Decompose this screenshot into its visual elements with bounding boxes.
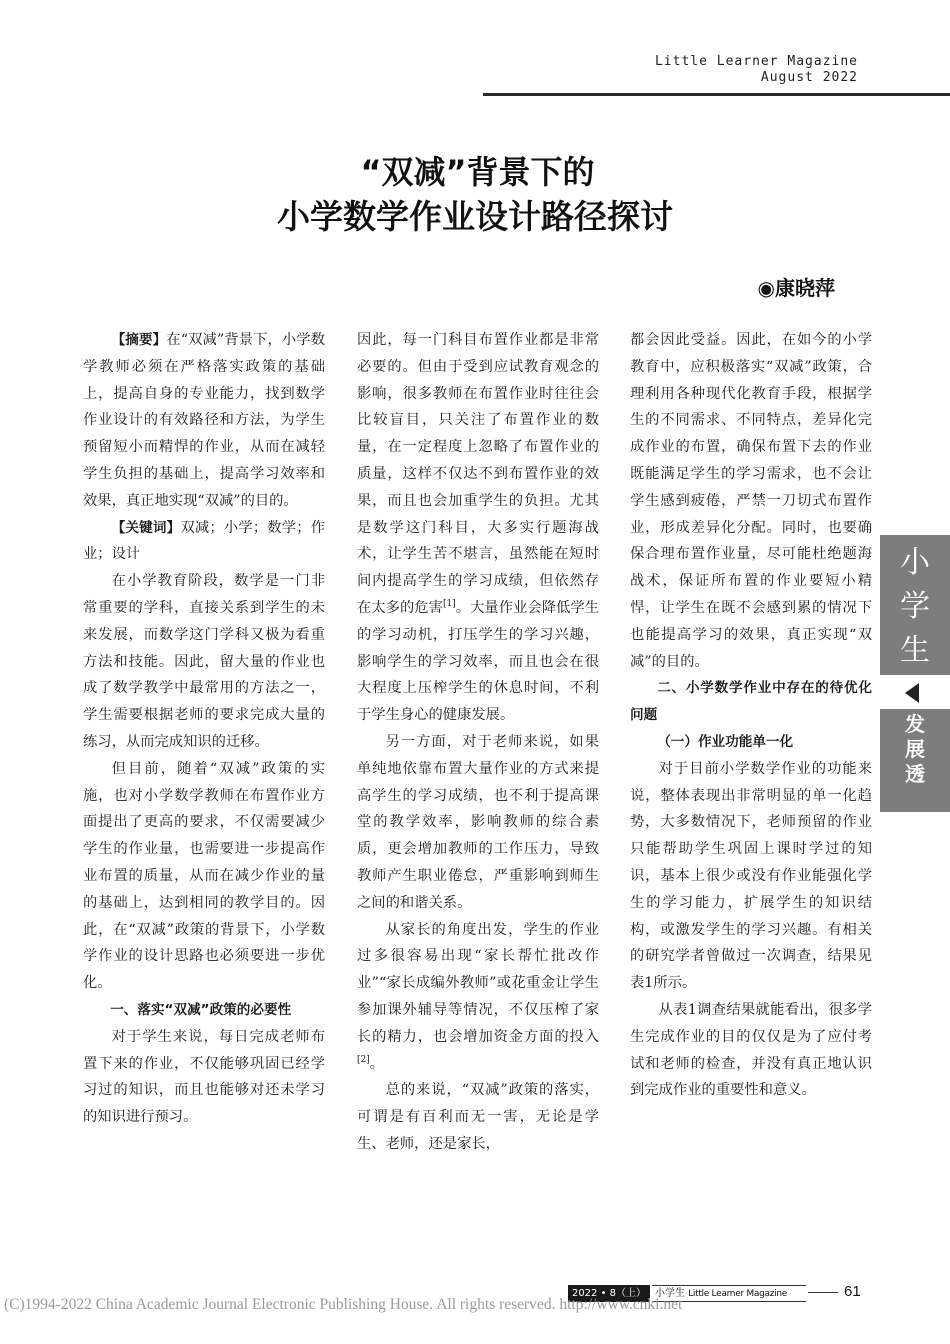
side-tab-column-name [880,535,950,675]
section-heading: 一、落实“双减”政策的必要性 [110,1001,292,1018]
paragraph: 对于学生来说，每日完成老师布置下来的作业，不仅能够巩固已经学习过的知识，而且也能够对还未学习的知识进行预习。 [83,1028,325,1126]
paragraph: 另一方面，对于老师来说，如果单纯地依靠布置大量作业的方式来提高学生的学习成绩，也不利于提高课堂的教学效率，影响教师的综合素质，更会增加教师的工作压力，导致教师产生职业倦怠，严重影响到师生之间的和谐关系。 [357,733,599,911]
keywords-label: 【关键词】 [111,519,181,536]
magazine-header [655,54,858,86]
paragraph-text: 。大量作业会降低学生的学习动机，打压学生的学习兴趣，影响学生的学习效率，而且也会在很大程度上压榨学生的休息时间，不利于学生身心的健康发展。 [357,599,599,724]
paragraph: 从表1调查结果就能看出，很多学生完成作业的目的仅仅是为了应付考试和老师的检查，并没有真正地认识到完成作业的重要性和意义。 [630,1001,872,1099]
footer-issue-date: 2022 • 8（上） [568,1285,650,1302]
abstract-label: 【摘要】 [111,332,167,348]
citation-ref: [2] [357,1054,370,1065]
paragraph-text: 因此，每一门科目布置作业都是非常必要的。但由于受到应试教育观念的影响，很多教师在布置作业时往往会比较盲目，只关注了布置作业的数量，在一定程度上忽略了布置作业的质量，这样不仅达不到布置作业的效果，而且也会加重学生的负担。尤其是数学这门科目，大多实行题海战术，让学生苦不堪言，虽然能在短时间内提高学生的学习成绩，但依然存在太多的危害 [357,332,599,616]
paragraph: 都会因此受益。因此，在如今的小学教育中，应积极落实“双减”政策，合理利用各种现代化教育手段，根据学生的不同需求、不同特点，差异化完成作业的布置，确保布置下去的作业既能满足学生的学习需求，也不会让学生感到疲倦，严禁一刀切式布置作业，形成差异化分配。同时，也要确保合理布置作业量，尽可能杜绝题海战术，保证所布置的作业要短小精悍，让学生在既不会感到累的情况下也能提高学习的效果，真正实现“双减”的目的。 [630,332,872,670]
subsection-heading: （一）作业功能单一化 [657,733,794,750]
article-title-line1: “双减”背景下的 [360,153,595,191]
paragraph [357,327,599,729]
paragraph-text: 。 [369,1055,385,1072]
abstract-text: 在“双减”背景下，小学数学教师必须在严格落实政策的基础上，提高自身的专业能力，找到数学作业设计的有效路径和方法，为学生预留短小而精悍的作业，从而在减轻学生负担的基础上，提高学习效率和效果，真正地实现“双减”的目的。 [83,332,325,509]
paragraph: 总的来说，“双减”政策的落实，可谓是有百利而无一害，无论是学生、老师，还是家长， [357,1082,599,1152]
side-tab-section-name [880,709,950,812]
paragraph [357,917,599,1078]
section-heading: 二、小学数学作业中存在的待优化问题 [630,680,872,724]
header-rule [483,93,950,96]
text-column-2 [357,327,599,1158]
author-name: ◉康晓萍 [757,276,835,300]
footer-rule [808,1292,838,1293]
text-column-1 [83,327,325,1131]
page-number: 61 [844,1283,861,1300]
text-column-3 [630,327,872,1104]
keywords-text: 双减；小学；数学；作业；设计 [83,519,326,563]
citation-ref: [1] [442,599,456,610]
paragraph: 在小学教育阶段，数学是一门非常重要的学科，直接关系到学生的未来发展，而数学这门学科又极为看重方法和技能。因此，留大量的作业也成了数学教学中最常用的方法之一，学生需要根据老师的要求完成大量的练习，从而完成知识的迁移。 [83,573,325,750]
paragraph: 对于目前小学数学作业的功能来说，整体表现出非常明显的单一化趋势，大多数情况下，老师预留的作业只能帮助学生巩固上课时学过的知识，基本上很少或没有作业能强化学生的学习能力，扩展学生的知识结构，或激发学生的学习兴趣。有相关的研究学者曾做过一次调查，结果见表1所示。 [630,760,872,992]
side-tab-text: 小学生 [900,545,930,668]
triangle-arrow-icon [905,683,919,703]
issue-date: August 2022 [760,70,858,85]
side-tab-text: 发展透 [905,712,925,786]
article-title-line2: 小学数学作业设计路径探讨 [277,197,673,236]
paragraph: 但目前，随着“双减”政策的实施，也对小学数学教师在布置作业方面提出了更高的要求，不仅需要减少学生的作业量，也需要进一步提高作业布置的质量，从而在减少作业的量的基础上，达到相同的教学目的。因此，在“双减”政策的背景下，小学数学作业的设计思路也必须要进一步优化。 [83,760,325,992]
footer-magazine-en: Little Learner Magazine [688,1289,787,1299]
magazine-name: Little Learner Magazine [654,54,858,69]
keywords [83,515,325,569]
footer-magazine-cn: 小学生 [655,1288,685,1299]
copyright-watermark: (C)1994-2022 China Academic Journal Electronic Publishing House. All rights reserved. http://www.cnki.net [4,1296,683,1313]
paragraph-text: 从家长的角度出发，学生的作业过多很容易出现“家长帮忙批改作业”“家长成编外教师”或花重金让学生参加课外辅导等情况，不仅压榨了家长的精力，也会增加资金方面的投入 [357,921,599,1045]
abstract [83,327,325,515]
